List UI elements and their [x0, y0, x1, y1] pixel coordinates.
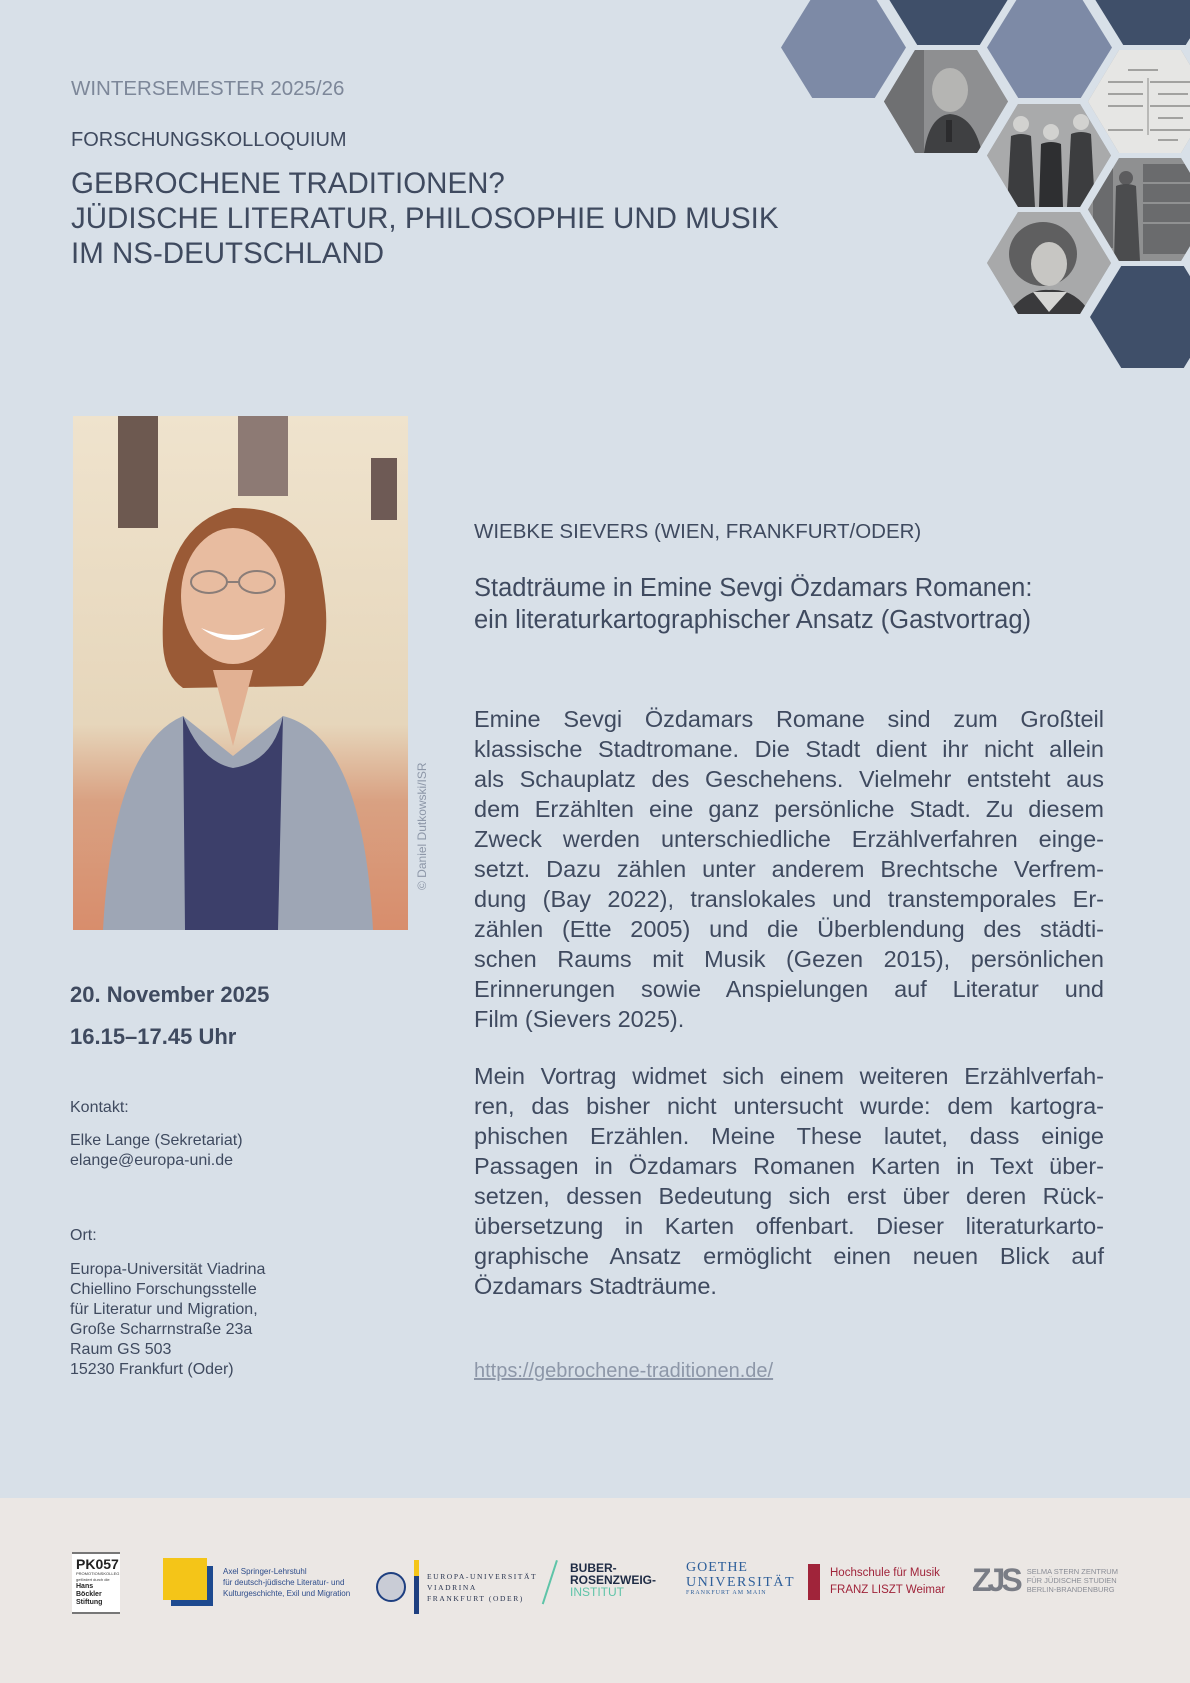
event-time: 16.15–17.45 Uhr	[70, 1024, 237, 1049]
logo-text: EUROPA-UNIVERSITÄT VIADRINA FRANKFURT (ODER)	[427, 1571, 538, 1603]
logo-axel-springer-lehrstuhl	[163, 1558, 350, 1606]
text-line: ren, das bisher nicht untersucht wurde: dem kartogra-	[474, 1093, 1104, 1119]
series-label: FORSCHUNGSKOLLOQUIUM	[71, 129, 347, 151]
text-line: Erinnerungen sowie Anspielungen auf Literatur und	[474, 976, 1104, 1002]
colloquium-title	[71, 166, 779, 271]
liszt-mark-icon	[808, 1564, 820, 1600]
text-line: Özdamars Stadträume.	[474, 1273, 717, 1299]
text-line: dem Erzählten eine ganz persönliche Stadt. Zu diesem	[474, 796, 1104, 822]
address-line: für Literatur und Migration,	[70, 1301, 258, 1318]
address-line: Chiellino Forschungsstelle	[70, 1281, 257, 1298]
text-line: setzen, dessen Bedeutung sich erst über deren Rück-	[474, 1183, 1104, 1209]
zjs-mark-icon: ZJS	[972, 1562, 1019, 1598]
logo-text: Stiftung	[76, 1599, 103, 1606]
speaker-name: WIEBKE SIEVERS (WIEN, FRANKFURT/ODER)	[474, 520, 922, 543]
logo-text: PROMOTIONSKOLLEG	[76, 1571, 120, 1576]
text-line: phischen Erzählen. Meine These lautet, dass einige	[474, 1123, 1104, 1149]
contact-label: Kontakt:	[70, 1099, 129, 1116]
viadrina-bar-icon	[414, 1560, 419, 1614]
text-line: klassische Stadtromane. Die Stadt dient ihr nicht allein	[474, 736, 1104, 762]
hex-photo-portrait-woman	[987, 212, 1111, 314]
text-line: Passagen in Özdamars Romanen Karten in Text über-	[474, 1153, 1104, 1179]
university-seal-icon	[376, 1572, 406, 1602]
text-line: zählen (Ette 2005) und die Überblendung des städti-	[474, 916, 1104, 942]
text-line: setzt. Dazu zählen unter anderem Brechtsche Verfrem-	[474, 856, 1104, 882]
logo-text: Axel Springer-Lehrstuhl für deutsch-jüdische Literatur- und Kulturgeschichte, Exil und Migration	[223, 1566, 351, 1598]
address-line: 15230 Frankfurt (Oder)	[70, 1361, 234, 1378]
hex-tile-dark	[886, 0, 1011, 45]
address-line: Europa-Universität Viadrina	[70, 1261, 266, 1278]
title-line: GEBROCHENE TRADITIONEN?	[71, 167, 505, 200]
title-line: IM NS-DEUTSCHLAND	[71, 237, 385, 270]
hex-photo-portrait-man	[884, 50, 1008, 153]
hex-photo-group	[987, 104, 1111, 207]
talk-title-line: ein literaturkartographischer Ansatz (Gastvortrag)	[474, 606, 1031, 634]
logo-pk057-hans-boeckler	[72, 1552, 120, 1614]
address-line: Große Scharrnstraße 23a	[70, 1321, 253, 1338]
logo-text: gefördert durch die	[76, 1577, 110, 1582]
logo-text: SELMA STERN ZENTRUM FÜR JÜDISCHE STUDIEN BERLIN-BRANDENBURG	[1026, 1567, 1118, 1594]
hex-photo-hebrew-document	[1088, 50, 1190, 153]
contact-email[interactable]: elange@europa-uni.de	[70, 1152, 234, 1169]
logo-text: PK057	[76, 1556, 119, 1572]
text-line: Emine Sevgi Özdamars Romane sind zum Großteil	[474, 706, 1104, 732]
semester-label: WINTERSEMESTER 2025/26	[71, 77, 345, 100]
hex-tile-light	[781, 0, 906, 98]
website-link[interactable]: https://gebrochene-traditionen.de/	[474, 1360, 774, 1382]
text-line: dung (Bay 2022), translokales und transtemporales Er-	[474, 886, 1104, 912]
text-line: als Schauplatz des Geschehens. Vielmehr entsteht aus	[474, 766, 1104, 792]
contact-details	[70, 1131, 243, 1171]
text-line: Film (Sievers 2025).	[474, 1006, 685, 1032]
hex-photo-library	[1088, 158, 1190, 261]
hex-tile-dark	[1092, 0, 1190, 45]
hex-tile-light	[987, 0, 1112, 98]
talk-title	[474, 572, 1032, 636]
text-line: Mein Vortrag widmet sich einem weiteren Erzählverfah-	[474, 1063, 1104, 1089]
photo-credit: © Daniel Dutkowski/ISR	[415, 762, 429, 890]
logo-text: Hans Böckler	[76, 1583, 102, 1598]
speaker-portrait	[73, 416, 408, 930]
text-line: Zweck werden unterschiedliche Erzählverfahren einge-	[474, 826, 1104, 852]
hex-tile-dark	[1090, 266, 1190, 368]
place-address	[70, 1260, 265, 1380]
contact-name: Elke Lange (Sekretariat)	[70, 1132, 243, 1149]
logo-europa-universitaet-viadrina	[376, 1560, 537, 1614]
event-date: 20. November 2025	[70, 982, 270, 1007]
talk-title-line: Stadträume in Emine Sevgi Özdamars Romanen:	[474, 574, 1033, 602]
address-line: Raum GS 503	[70, 1341, 172, 1358]
logo-hfm-franz-liszt-weimar	[808, 1564, 945, 1600]
title-line: JÜDISCHE LITERATUR, PHILOSOPHIE UND MUSIK	[71, 202, 779, 235]
place-label: Ort:	[70, 1227, 97, 1244]
logo-buber-rosenzweig-institut: BUBER- ROSENZWEIG- INSTITUT	[556, 1562, 656, 1598]
abstract-paragraph-1	[474, 704, 1104, 1034]
abstract-paragraph-2	[474, 1061, 1104, 1301]
logo-text: Hochschule für Musik FRANZ LISZT Weimar	[830, 1567, 946, 1596]
text-line: schen Raums mit Musik (Gezen 2015), persönlichen	[474, 946, 1104, 972]
logo-selma-stern-zentrum	[972, 1562, 1118, 1599]
logo-goethe-universitaet: GOETHE UNIVERSITÄT FRANKFURT AM MAIN	[686, 1560, 796, 1596]
axel-springer-mark-icon	[163, 1558, 213, 1606]
text-line: graphische Ansatz ermöglicht einen neuen Blick auf	[474, 1243, 1104, 1269]
text-line: übersetzung in Karten offenbart. Dieser literaturkarto-	[474, 1213, 1104, 1239]
